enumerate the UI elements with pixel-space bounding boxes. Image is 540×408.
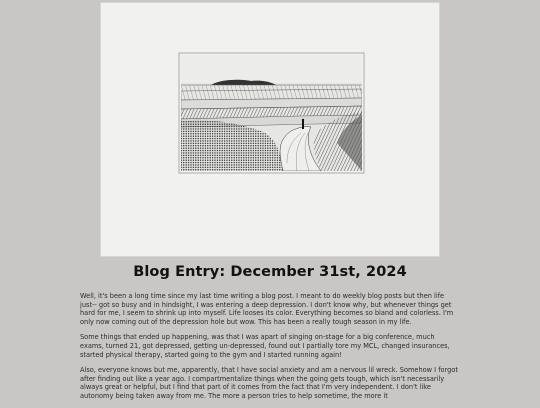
etching-illustration (101, 3, 439, 256)
post-title: Blog Entry: December 31st, 2024 (133, 264, 407, 280)
post-paragraph-3: Also, everyone knows but me, apparently, that I have social anxiety and am a nervous lil wreck. Somehow I forgot after finding out like a year ago. I compartmentalize things when the going gets tough, which isn't necessarily always great or helpful, but I find that part of it comes from the fact that I'm very independent. I don't like autonomy being taken away from me. The more a person tries to help sometime, the more it (80, 366, 458, 400)
hero-artwork (101, 3, 439, 256)
post-paragraph-1: Well, it's been a long time since my last time writing a blog post. I meant to do weekly blog posts but then life just-- got so busy and in hindsight, I was entering a deep depression. I don't know why, but whenever things get hard for me, I seem to shrink up into myself. Life looses its color. Everything becomes so bland and colorless. I'm only now coming out of the depression hole but wow. This has been a really tough season in my life. (80, 292, 454, 326)
post-body (80, 292, 460, 408)
post-paragraph-2: Some things that ended up happening, was that I was apart of singing on-stage for a big conference, much exams, turned 21, got depressed, getting un-depressed, found out I partially tore my MCL, changed insurances, started physical therapy, started going to the gym and I started running again! (80, 333, 450, 359)
